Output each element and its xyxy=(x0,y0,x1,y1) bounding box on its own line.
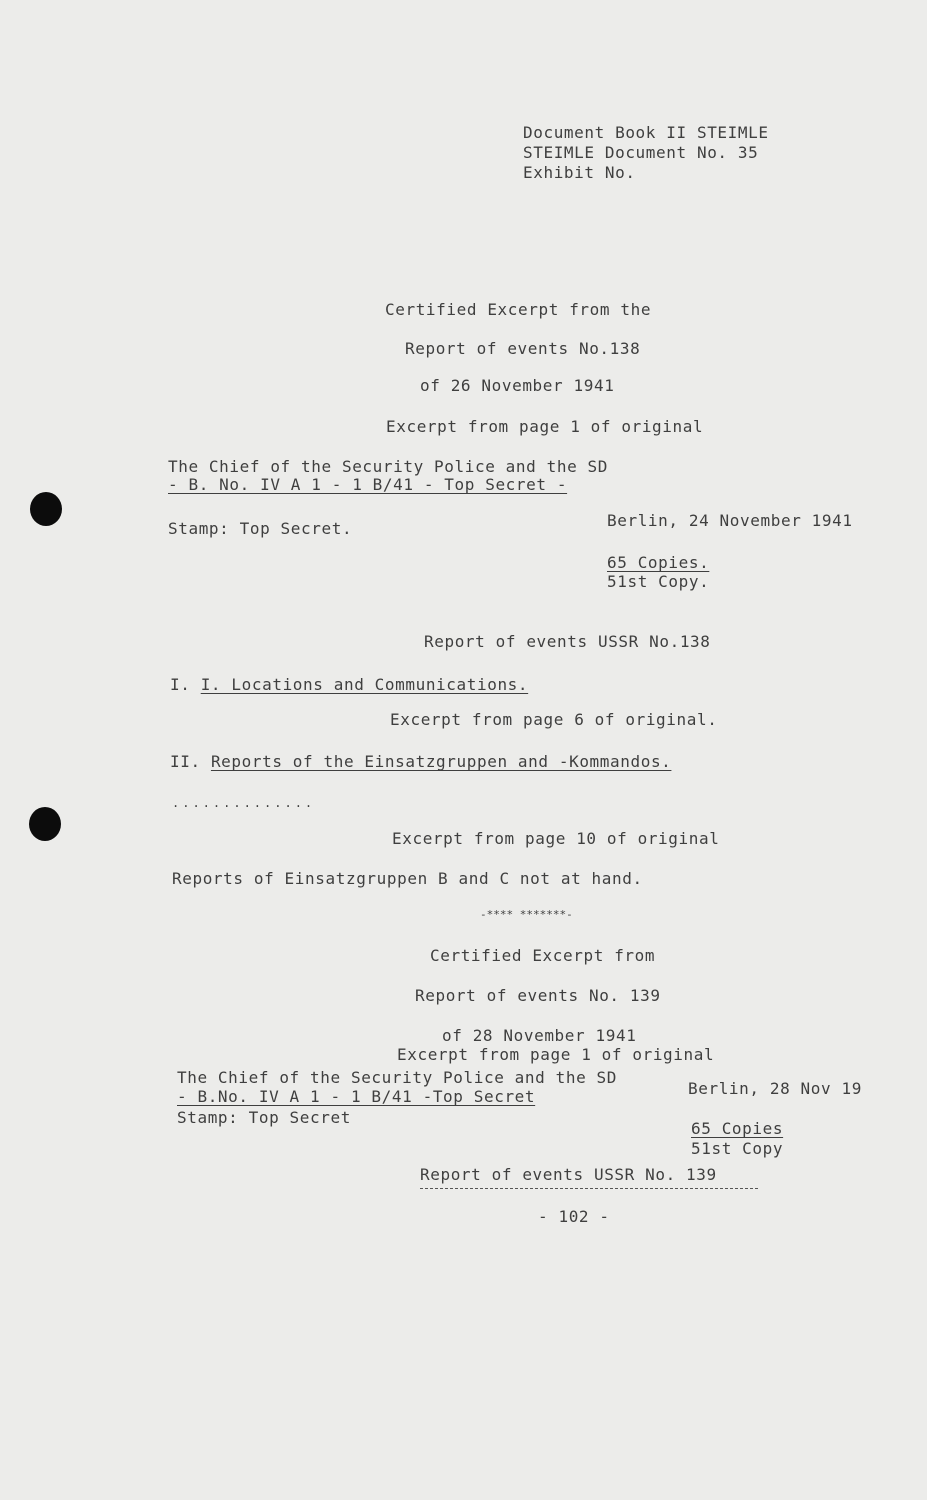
page-number: - 102 - xyxy=(538,1207,610,1226)
section1-excerpt-page: Excerpt from page 1 of original xyxy=(386,417,704,436)
section2-copies: 65 Copies xyxy=(691,1119,784,1138)
section2-excerpt-page: Excerpt from page 1 of original xyxy=(397,1045,715,1064)
section1-item1-label: I. Locations and Communications. xyxy=(200,675,529,694)
section1-copy-number: 51st Copy. xyxy=(607,572,710,591)
section1-title: Certified Excerpt from the xyxy=(385,300,652,319)
section1-reports-note: Reports of Einsatzgruppen B and C not at hand. xyxy=(172,869,643,888)
section2-dashed-rule xyxy=(420,1188,758,1189)
section1-place-date: Berlin, 24 November 1941 xyxy=(607,511,853,530)
punch-hole-top xyxy=(30,492,62,526)
section1-excerpt-page6: Excerpt from page 6 of original. xyxy=(390,710,718,729)
section2-report-title: Report of events USSR No. 139 xyxy=(420,1165,717,1184)
section1-dots: .............. xyxy=(172,796,316,810)
section1-excerpt-page10: Excerpt from page 10 of original xyxy=(392,829,720,848)
section-separator: -**** *******- xyxy=(480,908,573,921)
header-document-number: STEIMLE Document No. 35 xyxy=(523,143,759,162)
section1-item2-number: II. xyxy=(170,752,201,771)
punch-hole-bottom xyxy=(29,807,61,841)
section2-reference-line: - B.No. IV A 1 - 1 B/41 -Top Secret xyxy=(177,1087,536,1106)
section1-stamp: Stamp: Top Secret. xyxy=(168,519,353,538)
section1-report-title: Report of events USSR No.138 xyxy=(424,632,711,651)
header-exhibit-number: Exhibit No. xyxy=(523,163,636,182)
section2-chief-line: The Chief of the Security Police and the SD xyxy=(177,1068,618,1087)
section2-date: of 28 November 1941 xyxy=(442,1026,637,1045)
section1-copies: 65 Copies. xyxy=(607,553,710,572)
section1-item-roman-one: I. I. Locations and Communications. xyxy=(170,675,529,694)
section1-item-roman-two xyxy=(170,753,671,771)
section2-copy-number: 51st Copy xyxy=(691,1139,784,1158)
section1-report-number: Report of events No.138 xyxy=(405,339,641,358)
section1-reference-line: - B. No. IV A 1 - 1 B/41 - Top Secret - xyxy=(168,475,568,494)
header-document-book: Document Book II STEIMLE xyxy=(523,123,769,142)
section2-place-date: Berlin, 28 Nov 19 xyxy=(688,1079,862,1098)
section2-title: Certified Excerpt from xyxy=(430,946,656,965)
section2-report-number: Report of events No. 139 xyxy=(415,986,661,1005)
section1-date: of 26 November 1941 xyxy=(420,376,615,395)
section2-stamp: Stamp: Top Secret xyxy=(177,1108,351,1127)
section1-chief-line: The Chief of the Security Police and the SD xyxy=(168,457,609,476)
section1-item2-label: Reports of the Einsatzgruppen and -Kommandos. xyxy=(210,752,672,771)
